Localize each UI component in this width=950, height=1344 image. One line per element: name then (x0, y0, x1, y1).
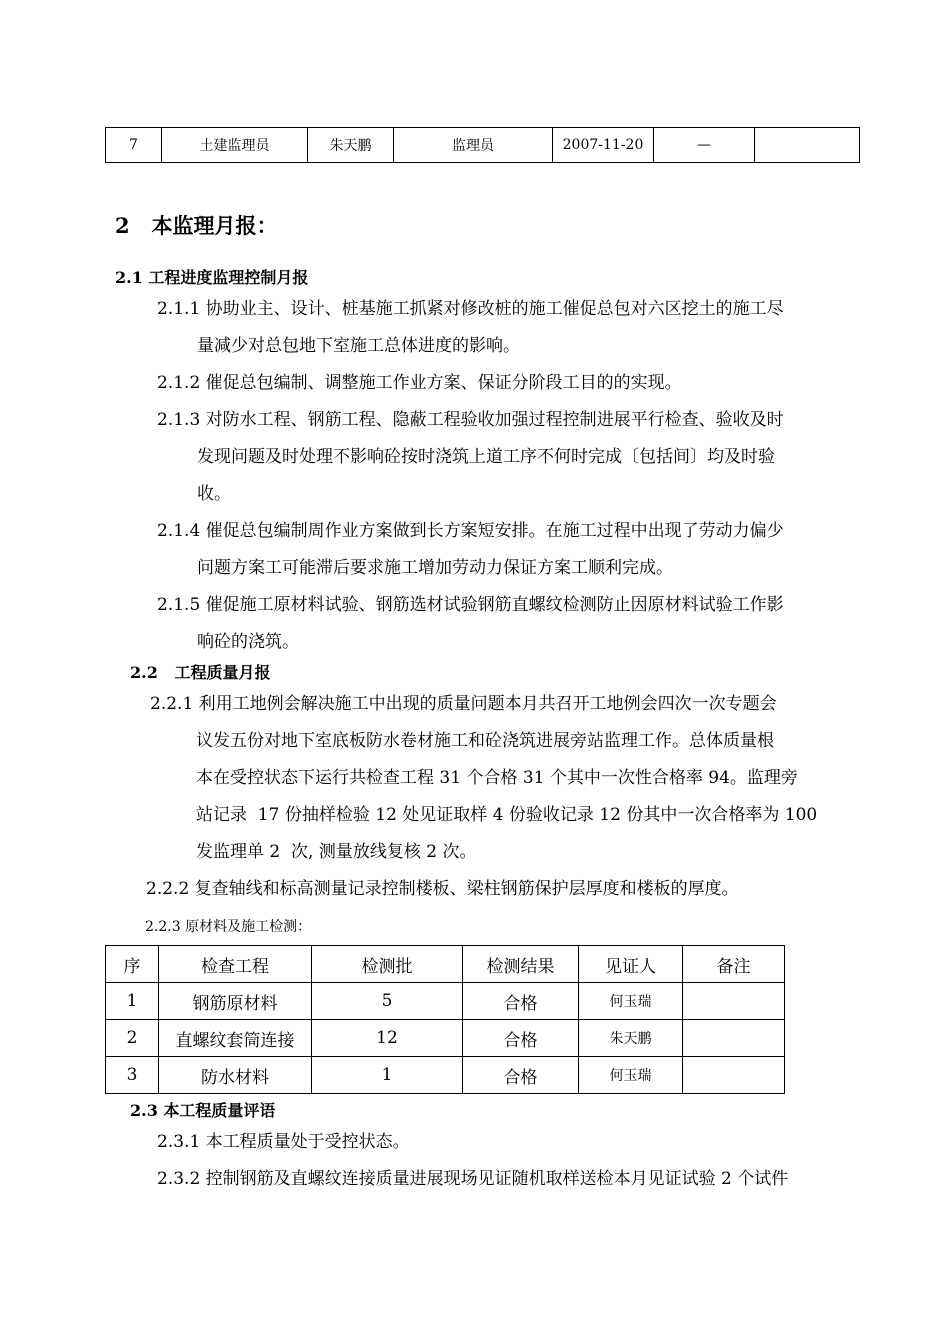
table-cell: 监理员 (394, 128, 553, 163)
table-row (106, 128, 860, 163)
paragraph-line: 2.1.1 协助业主、设计、桩基施工抓紧对修改桩的施工催促总包对六区挖土的施工尽 (157, 299, 784, 319)
table-cell: 朱天鹏 (308, 128, 394, 163)
table-cell: 7 (106, 128, 162, 163)
evaluation-paragraphs (157, 1124, 788, 1198)
paragraph-line: 发现问题及时处理不影响砼按时浇筑上道工序不何时完成〔包括间〕均及时验 (197, 447, 775, 467)
subsection-heading: 2.1 工程进度监理控制月报 (115, 268, 309, 287)
table-cell: 12 (312, 1020, 463, 1057)
table-cell (683, 1020, 785, 1057)
table-cell: 直螺纹套筒连接 (159, 1020, 312, 1057)
section-heading: 2 本监理月报： (115, 213, 278, 238)
paragraph-line: 议发五份对地下室底板防水卷材施工和砼浇筑进展旁站监理工作。总体质量根 (196, 731, 774, 751)
table-cell: 1 (312, 1057, 463, 1094)
table-cell: 合格 (463, 983, 579, 1020)
column-header: 备注 (683, 946, 785, 983)
table-cell: 何玉瑞 (579, 1057, 683, 1094)
table-cell: 3 (106, 1057, 159, 1094)
table-cell: 朱天鹏 (579, 1020, 683, 1057)
paragraph-line: 2.1.2 催促总包编制、调整施工作业方案、保证分阶段工目的的实现。 (157, 373, 682, 393)
inspection-table (105, 945, 785, 1094)
column-header: 序 (106, 946, 159, 983)
table-cell: 钢筋原材料 (159, 983, 312, 1020)
table-cell: 2007-11-20 (553, 128, 654, 163)
paragraph-line: 响砼的浇筑。 (197, 632, 299, 652)
column-header: 见证人 (579, 946, 683, 983)
paragraph-line: 量减少对总包地下室施工总体进度的影响。 (197, 336, 520, 356)
table-cell: 1 (106, 983, 159, 1020)
quality-paragraphs (146, 686, 818, 908)
table-cell: 防水材料 (159, 1057, 312, 1094)
table-cell (755, 128, 860, 163)
paragraph-line: 2.2.1 利用工地例会解决施工中出现的质量问题本月共召开工地例会四次一次专题会 (150, 694, 777, 714)
table-cell: 合格 (463, 1020, 579, 1057)
column-header: 检查工程 (159, 946, 312, 983)
column-header: 检测批 (312, 946, 463, 983)
paragraph-line: 收。 (197, 484, 231, 504)
subsection-heading: 2.3 本工程质量评语 (130, 1101, 276, 1120)
paragraph-line: 问题方案工可能滞后要求施工增加劳动力保证方案工顺利完成。 (197, 558, 673, 578)
table-cell (683, 983, 785, 1020)
paragraph-line: 本在受控状态下运行共检查工程 31 个合格 31 个其中一次性合格率 94。监理旁 (196, 768, 798, 788)
paragraph-line: 2.2.2 复查轴线和标高测量记录控制楼板、梁柱钢筋保护层厚度和楼板的厚度。 (146, 879, 739, 899)
table-cell (683, 1057, 785, 1094)
paragraph-line: 站记录 17 份抽样检验 12 处见证取样 4 份验收记录 12 份其中一次合格率为 100 (196, 805, 818, 825)
table-header-row (106, 946, 785, 983)
paragraph-line: 2.3.1 本工程质量处于受控状态。 (157, 1132, 410, 1152)
table-row (106, 983, 785, 1020)
table-cell: 土建监理员 (162, 128, 308, 163)
table-row (106, 1020, 785, 1057)
subsection-heading: 2.2 工程质量月报 (130, 663, 271, 682)
paragraph-line: 2.3.2 控制钢筋及直螺纹连接质量进展现场见证随机取样送检本月见证试验 2 个试件 (157, 1169, 789, 1189)
progress-paragraphs (157, 291, 784, 661)
paragraph-line: 2.1.3 对防水工程、钢筋工程、隐蔽工程验收加强过程控制进展平行检查、验收及时 (157, 410, 784, 430)
table-caption: 2.2.3 原材料及施工检测： (145, 919, 312, 935)
paragraph-line: 2.1.4 催促总包编制周作业方案做到长方案短安排。在施工过程中出现了劳动力偏少 (157, 521, 784, 541)
paragraph-line: 2.1.5 催促施工原材料试验、钢筋选材试验钢筋直螺纹检测防止因原材料试验工作影 (157, 595, 784, 615)
table-cell: — (654, 128, 755, 163)
paragraph-line: 发监理单 2 次, 测量放线复核 2 次。 (196, 842, 477, 862)
table-cell: 5 (312, 983, 463, 1020)
table-cell: 何玉瑞 (579, 983, 683, 1020)
column-header: 检测结果 (463, 946, 579, 983)
personnel-table (105, 127, 860, 163)
table-cell: 2 (106, 1020, 159, 1057)
table-cell: 合格 (463, 1057, 579, 1094)
table-row (106, 1057, 785, 1094)
